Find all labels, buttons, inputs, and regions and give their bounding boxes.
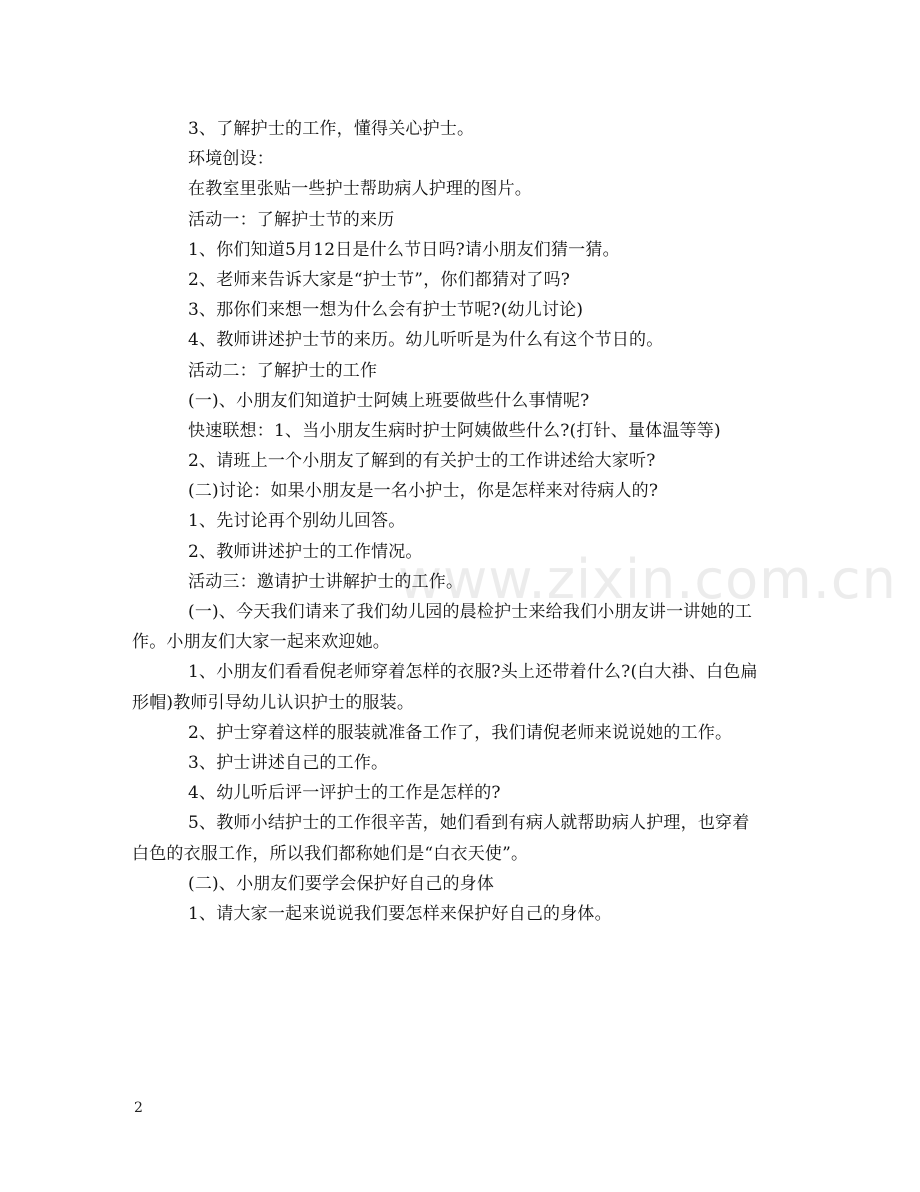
paragraph-line: (二)、小朋友们要学会保护好自己的身体 bbox=[188, 873, 495, 894]
paragraph-line: 3、了解护士的工作，懂得关心护士。 bbox=[188, 119, 475, 139]
document-body bbox=[132, 114, 758, 929]
paragraph-line: 1、请大家一起来说说我们要怎样来保护好自己的身体。 bbox=[188, 903, 612, 924]
section-heading: 活动三：邀请护士讲解护士的工作。 bbox=[188, 571, 464, 592]
paragraph-line: (二)讨论：如果小朋友是一名小护士，你是怎样来对待病人的? bbox=[188, 481, 659, 502]
paragraph-line: 在教室里张贴一些护士帮助病人护理的图片。 bbox=[188, 179, 532, 200]
section-heading: 活动二：了解护士的工作 bbox=[188, 360, 378, 381]
paragraph-line: 2、教师讲述护士的工作情况。 bbox=[188, 541, 423, 562]
paragraph-line: 形帽)教师引导幼儿认识护士的服装。 bbox=[132, 692, 415, 713]
paragraph-line: 1、你们知道5月12日是什么节日吗?请小朋友们猜一猜。 bbox=[188, 239, 620, 260]
paragraph-line: 4、教师讲述护士节的来历。幼儿听听是为什么有这个节日的。 bbox=[188, 330, 664, 351]
paragraph-line: 4、幼儿听后评一评护士的工作是怎样的? bbox=[188, 783, 501, 804]
paragraph-line: (一)、今天我们请来了我们幼儿园的晨检护士来给我们小朋友讲一讲她的工 bbox=[188, 602, 753, 622]
paragraph-line: 快速联想：1、当小朋友生病时护士阿姨做些什么?(打针、量体温等等) bbox=[188, 420, 721, 441]
paragraph-line: (一)、小朋友们知道护士阿姨上班要做些什么事情呢? bbox=[188, 390, 590, 411]
paragraph-line: 2、老师来告诉大家是“护士节”，你们都猜对了吗? bbox=[188, 269, 571, 290]
paragraph-line: 白色的衣服工作，所以我们都称她们是“白衣天使”。 bbox=[132, 843, 529, 864]
paragraph-line: 1、小朋友们看看倪老师穿着怎样的衣服?头上还带着什么?(白大褂、白色扁 bbox=[188, 662, 758, 683]
paragraph-line: 2、请班上一个小朋友了解到的有关护士的工作讲述给大家听? bbox=[188, 451, 656, 472]
paragraph-line: 3、那你们来想一想为什么会有护士节呢?(幼儿讨论) bbox=[188, 300, 584, 321]
paragraph-line: 2、护士穿着这样的服装就准备工作了，我们请倪老师来说说她的工作。 bbox=[188, 722, 733, 743]
paragraph-line: 1、先讨论再个别幼儿回答。 bbox=[188, 511, 406, 532]
paragraph-line: 作。小朋友们大家一起来欢迎她。 bbox=[132, 632, 390, 653]
page-number: 2 bbox=[134, 1100, 143, 1116]
paragraph-line: 5、教师小结护士的工作很辛苦，她们看到有病人就帮助病人护理，也穿着 bbox=[188, 813, 750, 834]
section-heading: 活动一：了解护士节的来历 bbox=[188, 209, 395, 230]
paragraph-line: 3、护士讲述自己的工作。 bbox=[188, 752, 389, 773]
paragraph-line: 环境创设： bbox=[188, 149, 274, 170]
watermark: www.zixin.com.cn bbox=[398, 548, 897, 611]
